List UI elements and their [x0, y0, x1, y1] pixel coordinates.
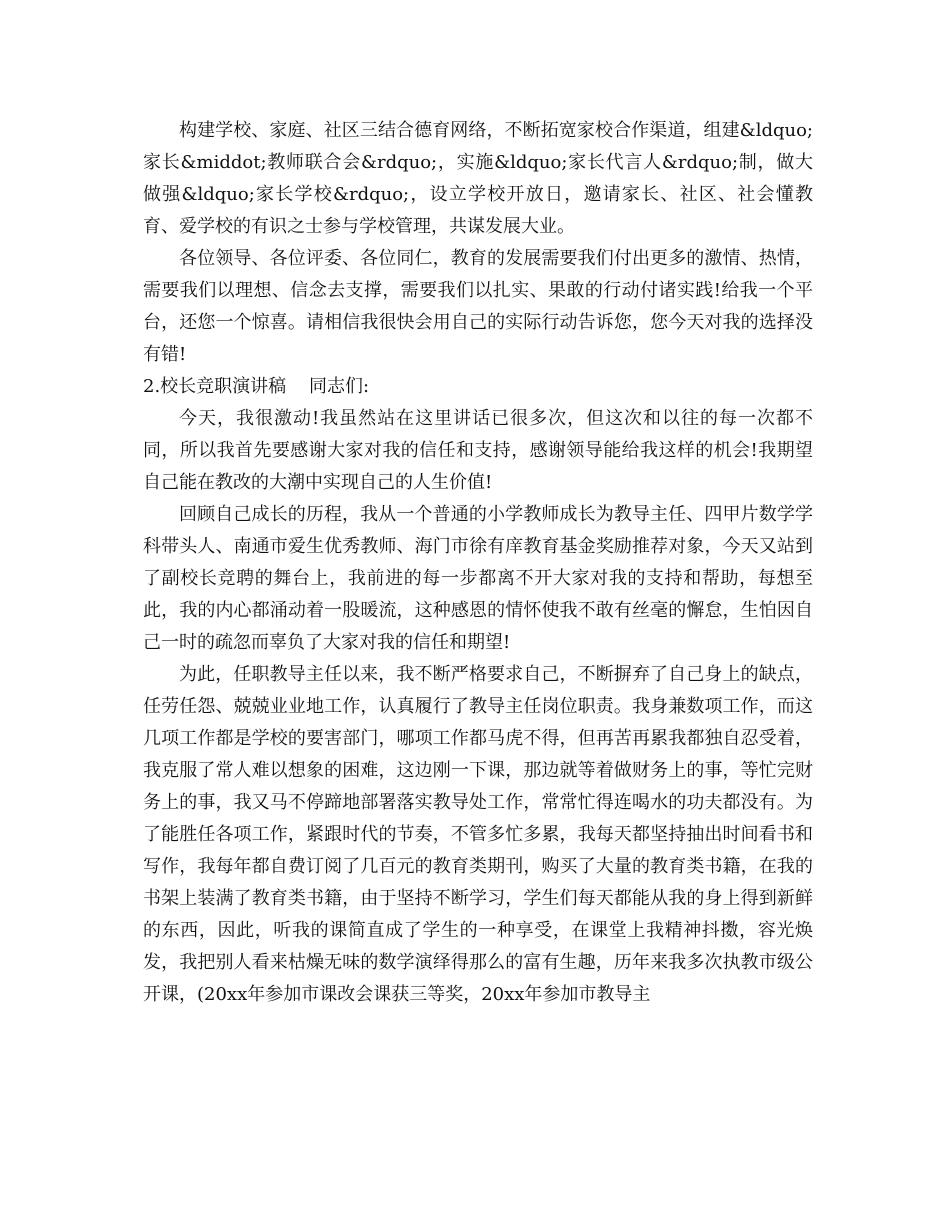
- paragraph-closing-appeal: 各位领导、各位评委、各位同仁，教育的发展需要我们付出更多的激情、热情，需要我们以理想、信念去支撑，需要我们以扎实、果敢的行动付诸实践!给我一个平台，还您一个惊喜。请相信我很快会用自己的实际行动告诉您，您今天对我的选择没有错!: [143, 248, 813, 365]
- document-body: [143, 115, 813, 1011]
- paragraph-home-school-network: 构建学校、家庭、社区三结合德育网络，不断拓宽家校合作渠道，组建&ldquo;家长&middot;教师联合会&rdquo;，实施&ldquo;家长代言人&rdquo;制，做大做强&ldquo;家长学校&rdquo;，设立学校开放日，邀请家长、社区、社会懂教育、爱学校的有识之士参与学校管理，共谋发展大业。: [143, 120, 813, 237]
- paragraph-growth-history: 回顾自己成长的历程，我从一个普通的小学教师成长为教导主任、四甲片数学学科带头人、南通市爱生优秀教师、海门市徐有庠教育基金奖励推荐对象，今天又站到了副校长竞聘的舞台上，我前进的每一步都离不开大家对我的支持和帮助，每想至此，我的内心都涌动着一股暖流，这种感恩的情怀使我不敢有丝毫的懈怠，生怕因自己一时的疏忽而辜负了大家对我的信任和期望!: [143, 504, 813, 653]
- paragraph-work-duties: 为此，任职教导主任以来，我不断严格要求自己，不断摒弃了自己身上的缺点，任劳任怨、兢兢业业地工作，认真履行了教导主任岗位职责。我身兼数项工作，而这几项工作都是学校的要害部门，哪项工作都马虎不得，但再苦再累我都独自忍受着，我克服了常人难以想象的困难，这边刚一下课，那边就等着做财务上的事，等忙完财务上的事，我又马不停蹄地部署落实教导处工作，常常忙得连喝水的功夫都没有。为了能胜任各项工作，紧跟时代的节奏，不管多忙多累，我每天都坚持抽出时间看书和写作，我每年都自费订阅了几百元的教育类期刊，购买了大量的教育类书籍，在我的书架上装满了教育类书籍，由于坚持不断学习，学生们每天都能从我的身上得到新鲜的东西，因此，听我的课简直成了学生的一种享受，在课堂上我精神抖擞，容光焕发，我把别人看来枯燥无味的数学演绎得那么的富有生趣，历年来我多次执教市级公开课，(20xx年参加市课改会课获三等奖，20xx年参加市教导主: [143, 664, 813, 1005]
- section-heading: 2.校长竞职演讲稿 同志们:: [143, 376, 370, 397]
- paragraph-gratitude: 今天，我很激动!我虽然站在这里讲话已很多次，但这次和以往的每一次都不同，所以我首先要感谢大家对我的信任和支持，感谢领导能给我这样的机会!我期望自己能在教改的大潮中实现自己的人生价值!: [143, 408, 813, 493]
